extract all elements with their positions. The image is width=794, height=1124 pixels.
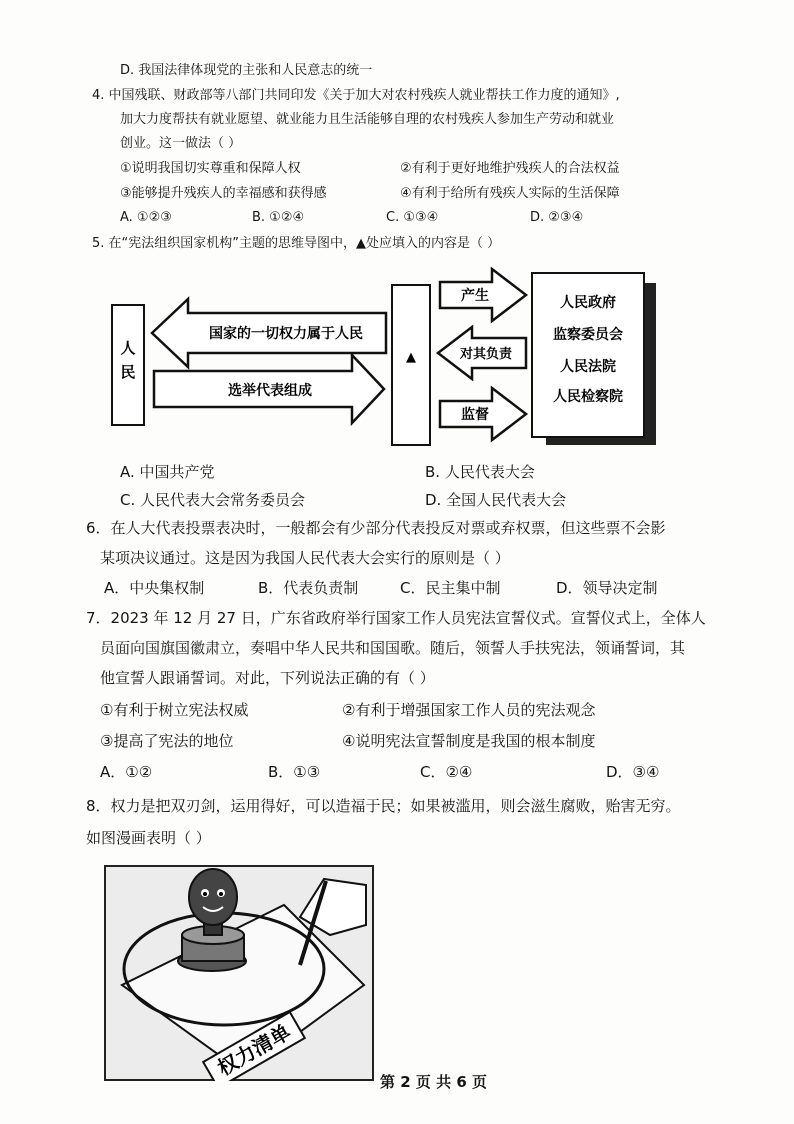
- q4-statement-4: ④有利于给所有残疾人实际的生活保障: [400, 186, 620, 201]
- people-char-2: 民: [120, 363, 136, 381]
- q7-stem-line1: 7．2023 年 12 月 27 日，广东省政府举行国家工作人员宪法宣誓仪式。宣誓仪式上，全体人: [86, 609, 706, 627]
- cartoon-label: 权力清单: [213, 1019, 295, 1081]
- page-number: 第 2 页 共 6 页: [380, 1073, 487, 1091]
- organ-supervisory-commission: 监察委员会: [553, 327, 623, 343]
- q5-option-a: A. 中国共产党: [120, 463, 215, 481]
- q8-stem-line2: 如图漫画表明（ ）: [86, 829, 211, 847]
- q4-stem-line3: 创业。这一做法（ ）: [120, 136, 242, 151]
- organ-court: 人民法院: [560, 359, 616, 375]
- arrow-responsible-label: 对其负责: [459, 347, 513, 362]
- q7-stem-line2: 员面向国旗国徽肃立，奏唱中华人民共和国国歌。随后，领誓人手扶宪法，领诵誓词，其: [100, 639, 686, 657]
- arrow-top-label: 国家的一切权力属于人民: [209, 326, 363, 342]
- organ-government: 人民政府: [560, 295, 616, 311]
- q7-statement-4: ④说明宪法宣誓制度是我国的根本制度: [342, 732, 596, 750]
- q4-stem-line1: 4. 中国残联、财政部等八部门共同印发《关于加大对农村残疾人就业帮扶工作力度的通知》,: [92, 88, 620, 103]
- q5-option-b: B. 人民代表大会: [425, 463, 535, 481]
- stamp-face: [189, 869, 237, 925]
- q7-option-c: C．②④: [420, 763, 473, 781]
- q6-option-d: D．领导决定制: [556, 579, 658, 597]
- q6-option-c: C．民主集中制: [400, 579, 501, 597]
- center-box: [392, 285, 430, 445]
- q4-option-b: B. ①②④: [252, 210, 305, 225]
- q4-statement-2: ②有利于更好地维护残疾人的合法权益: [400, 161, 620, 176]
- q5-stem: 5. 在“宪法组织国家机构”主题的思维导图中，▲处应填入的内容是（ ）: [92, 236, 501, 251]
- q4-statement-3: ③能够提升残疾人的幸福感和获得感: [120, 186, 327, 201]
- q6-stem-line1: 6．在人大代表投票表决时，一般都会有少部分代表投反对票或弃权票，但这些票不会影: [86, 519, 666, 537]
- q3-option-d: D. 我国法律体现党的主张和人民意志的统一: [120, 63, 373, 78]
- q5-option-d: D. 全国人民代表大会: [425, 491, 567, 509]
- q4-statement-1: ①说明我国切实尊重和保障人权: [120, 161, 301, 176]
- arrow-produce-label: 产生: [461, 288, 489, 304]
- q4-option-c: C. ①③④: [386, 210, 439, 225]
- q7-statement-3: ③提高了宪法的地位: [100, 732, 234, 750]
- q7-option-d: D．③④: [606, 763, 660, 781]
- organ-procuratorate: 人民检察院: [553, 389, 623, 405]
- q6-option-a: A．中央集权制: [104, 579, 205, 597]
- q8-stem-line1: 8．权力是把双刃剑，运用得好，可以造福于民；如果被滥用，则会滋生腐败，贻害无穷。: [86, 797, 681, 815]
- q7-option-a: A．①②: [100, 763, 153, 781]
- q4-option-d: D. ②③④: [530, 210, 584, 225]
- q4-stem-line2: 加大力度帮扶有就业愿望、就业能力且生活能够自理的农村残疾人参加生产劳动和就业: [120, 112, 615, 127]
- q7-statement-2: ②有利于增强国家工作人员的宪法观念: [342, 701, 596, 719]
- q6-option-b: B．代表负责制: [258, 579, 359, 597]
- power-list-cartoon: [104, 865, 374, 1081]
- arrow-supervise-label: 监督: [461, 407, 489, 423]
- q7-statement-1: ①有利于树立宪法权威: [100, 701, 249, 719]
- arrow-bottom-label: 选举代表组成: [228, 383, 312, 399]
- people-char-1: 人: [120, 339, 136, 357]
- q6-stem-line2: 某项决议通过。这是因为我国人民代表大会实行的原则是（ ）: [100, 549, 510, 567]
- q7-option-b: B．①③: [268, 763, 321, 781]
- mind-map-diagram: [100, 265, 660, 450]
- q5-option-c: C. 人民代表大会常务委员会: [120, 491, 306, 509]
- q4-option-a: A. ①②③: [120, 210, 172, 225]
- center-triangle: ▲: [406, 350, 416, 365]
- q7-stem-line3: 他宣誓人跟诵誓词。对此，下列说法正确的有（ ）: [100, 669, 435, 687]
